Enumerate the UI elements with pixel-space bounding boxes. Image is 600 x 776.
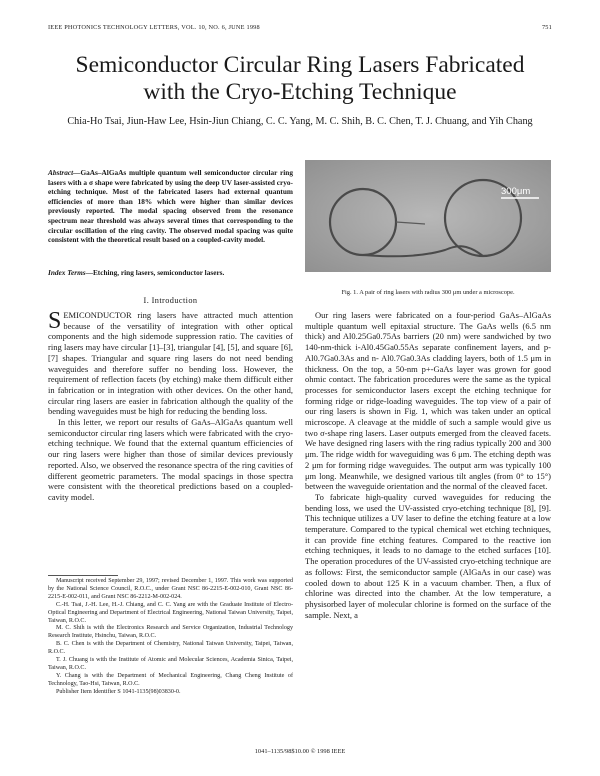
footnote-affiliation-1: C.-H. Tsai, J.-H. Lee, H.-J. Chiang, and C. C. Yang are with the Graduate Institute of Electro-Optical Engineering and Department of Electrical Engineering, National Taiwan University, Taipei, Taiwan, R.O.C. (48, 601, 293, 624)
micrograph-background (305, 160, 551, 272)
footnote-affiliation-4: T. J. Chuang is with the Institute of Atomic and Molecular Sciences, Academia Sinica, Taipei, Taiwan, R.O.C. (48, 657, 293, 671)
author-list: Chia-Ho Tsai, Jiun-Haw Lee, Hsin-Jiun Chiang, C. C. Yang, M. C. Shih, B. C. Chen, T. J. Chuang, and Yih Chang (67, 116, 533, 127)
introduction-body (48, 310, 293, 503)
footnote-affiliation-5: Y. Chang is with the Department of Mechanical Engineering, Chang Cheng Institute of Technology, Tao-Hsi, Taiwan, R.O.C. (48, 672, 293, 687)
footnote-affiliation-2: M. C. Shih is with the Electronics Research and Service Organization, Industrial Technology Research Institute, Hsinchu, Taiwan, R.O.C. (48, 625, 293, 640)
running-header (48, 24, 552, 34)
intro-paragraph-1-text: EMICONDUCTOR ring lasers have attracted much attention because of the versatility of integration with other optical components and the high sidemode suppression ratio. The cavities of ring lasers may have circular [1]–[3], triangular [4], [5], and square [6], [7] shapes. Triangular and square ring lasers do not need bending waveguides and therefore suffer no bending loss. However, the requirement of reflection facets (by etching) make them difficult either in fabrication or in integration with other devices. On the other hand, circular ring lasers are easier in fabrication although the quality of the bending waveguides must be high for reducing the bending loss. (48, 310, 293, 417)
abstract (48, 168, 293, 245)
figure-micrograph (305, 160, 551, 272)
journal-name: IEEE PHOTONICS TECHNOLOGY LETTERS, VOL. 10, NO. 6, JUNE 1998 (48, 24, 260, 31)
intro-paragraph-1 (48, 310, 293, 417)
footnotes (48, 578, 293, 697)
intro-paragraph-2: In this letter, we report our results of GaAs–AlGaAs quantum well semiconductor circular ring lasers which were fabricated with the cryo-etching technique. We found that the external quantum efficiencies of our ring lasers were higher than those of similar devices previously reported. Also, we observed the resonance spectra of the ring cavities of different geometric parameters. The modal spacings in those spectra were consistent with the theoretical predictions based on a coupled-cavity model. (48, 417, 293, 502)
index-terms-text: —Etching, ring lasers, semiconductor lasers. (85, 268, 225, 277)
figure-caption: Fig. 1. A pair of ring lasers with radius 300 μm under a microscope. (341, 289, 515, 296)
index-terms (48, 268, 293, 278)
footnote-publisher-id: Publisher Item Identifier S 1041-1135(98)03830-0. (56, 688, 181, 695)
paper-title (30, 52, 570, 106)
title-line-2: with the Cryo-Etching Technique (143, 79, 457, 105)
drop-cap: S (48, 308, 62, 334)
fabrication-paragraph: Our ring lasers were fabricated on a four-period GaAs–AlGaAs multiple quantum well epitaxial structure. The GaAs wells (6.5 nm thick) and Al0.25Ga0.75As barriers (20 nm) were sandwiched by two 140-nm-thick i-Al0.45Ga0.55As separate confinement layers, and p-Al0.7Ga0.3As and n- Al0.7Ga0.3As cladding layers, both of 1.5 μm in thickness. On the top, a 50-nm p+-GaAs layer was grown for good ohmic contact. The fabrication procedures were the same as the typical processes for semiconductor lasers except the etching technique for forming ridge or ridge-loading waveguides. The top view of a pair of our ring lasers is shown in Fig. 1, which was taken under an optical microscope. A cleavage at the middle of such a sample would give us two σ-shape ring lasers. Laser outputs emerged from the cleaved facets. We have designed ring lasers with the ring radius typically 200 and 300 μm. The ridge width for waveguiding was 6 μm. The etching depth was 2 μm for forming ridge waveguides. The output arm was typically 100 μm long. Meanwhile, we designed various tilt angles (from 0° to 15°) between the waveguide orientation and the normal of the cleaved facet. (305, 310, 551, 492)
abstract-text: GaAs–AlGaAs multiple quantum well semiconductor circular ring lasers with a σ shape were fabricated by using the deep UV laser-assisted cryo-etching technique. Most of the fabricated lasers had external quantum efficiencies of more than 18% which were higher than similar devices previously reported. The modal spacing observed from the resonance spectrum near threshold was always several times that corresponding to the circular oscillation of the ring cavity. The observed modal spacing was quite consistent with the theoretical result based on a coupled-cavity model. (48, 168, 293, 245)
copyright-footer: 1041–1135/98$10.00 © 1998 IEEE (254, 748, 346, 755)
abstract-label: Abstract— (48, 168, 81, 177)
ring-laser-micrograph (305, 160, 551, 272)
section-heading: I. Introduction (143, 296, 198, 305)
right-column-body (305, 310, 551, 620)
footnote-affiliation-3: B. C. Chen is with the Department of Chemistry, National Taiwan University, Taipei, Taiwan, R.O.C. (48, 641, 293, 656)
title-line-1: Semiconductor Circular Ring Lasers Fabricated (75, 52, 525, 78)
page-number: 751 (541, 24, 552, 31)
index-terms-label: Index Terms (48, 268, 86, 277)
scale-label: 300μm (501, 186, 531, 197)
footnote-rule (48, 575, 118, 576)
etching-paragraph: To fabricate high-quality curved waveguides for reducing the bending loss, we used the UV-assisted cryo-etching technique [8], [9]. This technique utilizes a UV laser to define the etching feature at a low temperature. Compared to the typical chemical wet etching techniques, it can provide fine etching features. Compared to the reactive ion etching techniques, it leads to no damage to the etched surfaces [10]. The operation procedures of the UV-assisted cryo-etching technique are as follows: First, the semiconductor sample (AlGaAs in our case) was cooled down to about 125 K in a vacuum chamber. Then, a flux of chlorine was directed into the chamber. At the low temperature, a physisorbed layer of molecular chlorine is formed on the surface of the sample. Next, a (305, 491, 551, 620)
footnote-manuscript: Manuscript received September 29, 1997; revised December 1, 1997. This work was supported by the National Science Council, R.O.C., under Grant NSC 86-2215-E-002-010, Grant NSC 86-2215-E-002-011, and Grant NSC 86-2212-M-002-024. (48, 578, 293, 600)
